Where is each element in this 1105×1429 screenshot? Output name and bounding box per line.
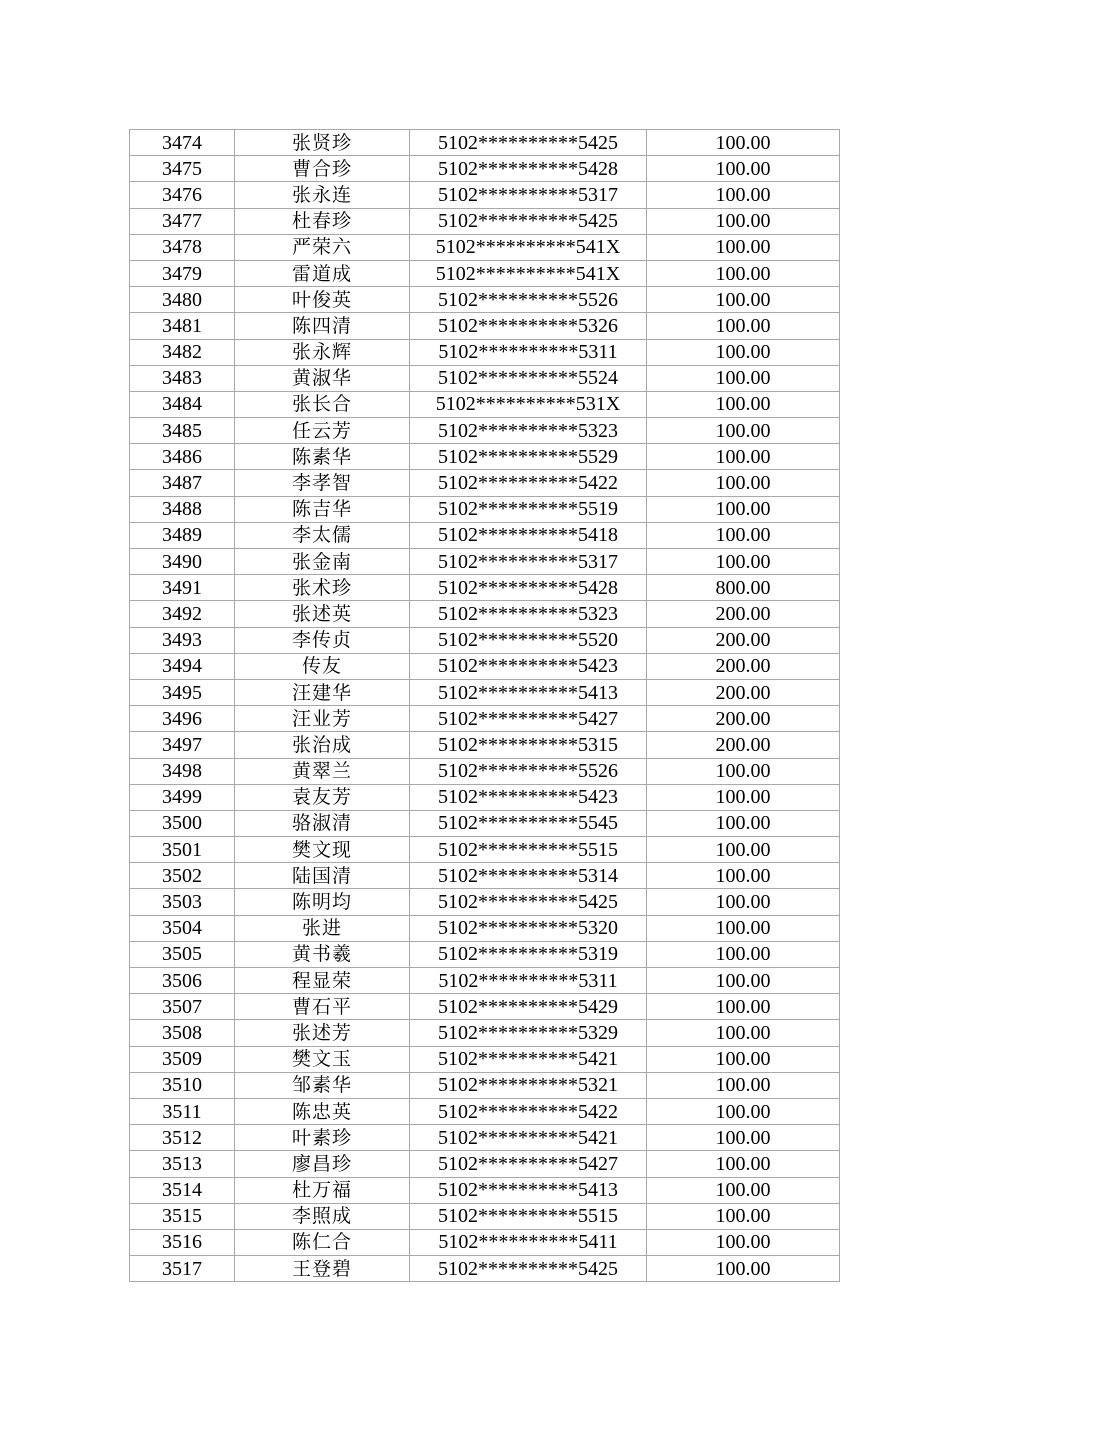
name-cell: 邹素华 xyxy=(235,1072,410,1098)
name-cell: 张永连 xyxy=(235,182,410,208)
amount-cell: 100.00 xyxy=(647,784,840,810)
name-cell: 李照成 xyxy=(235,1203,410,1229)
name-cell: 汪业芳 xyxy=(235,706,410,732)
amount-cell: 100.00 xyxy=(647,130,840,156)
table-row xyxy=(130,810,840,836)
amount-cell: 100.00 xyxy=(647,1046,840,1072)
table-row xyxy=(130,1256,840,1282)
name-cell: 曹石平 xyxy=(235,994,410,1020)
amount-cell: 100.00 xyxy=(647,810,840,836)
table-row xyxy=(130,208,840,234)
serial-number-cell: 3483 xyxy=(130,365,235,391)
id-number-cell: 5102**********5326 xyxy=(410,313,647,339)
name-cell: 陈仁合 xyxy=(235,1229,410,1255)
id-number-cell: 5102**********5320 xyxy=(410,915,647,941)
name-cell: 张贤珍 xyxy=(235,130,410,156)
amount-cell: 100.00 xyxy=(647,182,840,208)
table-row xyxy=(130,1098,840,1124)
table-row xyxy=(130,234,840,260)
table-row xyxy=(130,732,840,758)
table-row xyxy=(130,784,840,810)
id-number-cell: 5102**********5314 xyxy=(410,863,647,889)
amount-cell: 100.00 xyxy=(647,496,840,522)
id-number-cell: 5102**********5427 xyxy=(410,1151,647,1177)
amount-cell: 100.00 xyxy=(647,156,840,182)
amount-cell: 100.00 xyxy=(647,1177,840,1203)
name-cell: 陈吉华 xyxy=(235,496,410,522)
table-row xyxy=(130,863,840,889)
amount-cell: 100.00 xyxy=(647,234,840,260)
amount-cell: 100.00 xyxy=(647,470,840,496)
table-row xyxy=(130,182,840,208)
amount-cell: 200.00 xyxy=(647,653,840,679)
serial-number-cell: 3487 xyxy=(130,470,235,496)
serial-number-cell: 3482 xyxy=(130,339,235,365)
id-number-cell: 5102**********5519 xyxy=(410,496,647,522)
id-number-cell: 5102**********5317 xyxy=(410,182,647,208)
id-number-cell: 5102**********5545 xyxy=(410,810,647,836)
name-cell: 张进 xyxy=(235,915,410,941)
id-number-cell: 5102**********5315 xyxy=(410,732,647,758)
table-row xyxy=(130,1020,840,1046)
name-cell: 陈四清 xyxy=(235,313,410,339)
name-cell: 张长合 xyxy=(235,391,410,417)
id-number-cell: 5102**********5520 xyxy=(410,627,647,653)
serial-number-cell: 3499 xyxy=(130,784,235,810)
serial-number-cell: 3490 xyxy=(130,549,235,575)
name-cell: 廖昌珍 xyxy=(235,1151,410,1177)
name-cell: 骆淑清 xyxy=(235,810,410,836)
amount-cell: 100.00 xyxy=(647,339,840,365)
name-cell: 陆国清 xyxy=(235,863,410,889)
table-row xyxy=(130,418,840,444)
table-row xyxy=(130,1072,840,1098)
recipient-table-page xyxy=(129,129,839,1282)
table-row xyxy=(130,889,840,915)
name-cell: 杜春珍 xyxy=(235,208,410,234)
name-cell: 叶俊英 xyxy=(235,287,410,313)
amount-cell: 100.00 xyxy=(647,287,840,313)
amount-cell: 100.00 xyxy=(647,522,840,548)
serial-number-cell: 3496 xyxy=(130,706,235,732)
table-row xyxy=(130,287,840,313)
id-number-cell: 5102**********5413 xyxy=(410,1177,647,1203)
id-number-cell: 5102**********5422 xyxy=(410,1098,647,1124)
name-cell: 袁友芳 xyxy=(235,784,410,810)
name-cell: 张述芳 xyxy=(235,1020,410,1046)
name-cell: 陈明均 xyxy=(235,889,410,915)
serial-number-cell: 3484 xyxy=(130,391,235,417)
serial-number-cell: 3517 xyxy=(130,1256,235,1282)
id-number-cell: 5102**********5423 xyxy=(410,653,647,679)
amount-cell: 100.00 xyxy=(647,365,840,391)
serial-number-cell: 3512 xyxy=(130,1125,235,1151)
id-number-cell: 5102**********5317 xyxy=(410,549,647,575)
id-number-cell: 5102**********5529 xyxy=(410,444,647,470)
name-cell: 张永辉 xyxy=(235,339,410,365)
name-cell: 叶素珍 xyxy=(235,1125,410,1151)
id-number-cell: 5102**********541X xyxy=(410,234,647,260)
name-cell: 李太儒 xyxy=(235,522,410,548)
serial-number-cell: 3501 xyxy=(130,837,235,863)
amount-cell: 100.00 xyxy=(647,313,840,339)
table-row xyxy=(130,260,840,286)
amount-cell: 100.00 xyxy=(647,444,840,470)
id-number-cell: 5102**********531X xyxy=(410,391,647,417)
id-number-cell: 5102**********5427 xyxy=(410,706,647,732)
name-cell: 陈素华 xyxy=(235,444,410,470)
amount-cell: 100.00 xyxy=(647,889,840,915)
serial-number-cell: 3516 xyxy=(130,1229,235,1255)
id-number-cell: 5102**********5321 xyxy=(410,1072,647,1098)
table-row xyxy=(130,1125,840,1151)
serial-number-cell: 3514 xyxy=(130,1177,235,1203)
id-number-cell: 5102**********5329 xyxy=(410,1020,647,1046)
serial-number-cell: 3486 xyxy=(130,444,235,470)
name-cell: 黄淑华 xyxy=(235,365,410,391)
name-cell: 李传贞 xyxy=(235,627,410,653)
amount-cell: 100.00 xyxy=(647,915,840,941)
table-row xyxy=(130,313,840,339)
serial-number-cell: 3505 xyxy=(130,941,235,967)
id-number-cell: 5102**********5423 xyxy=(410,784,647,810)
id-number-cell: 5102**********5526 xyxy=(410,758,647,784)
amount-cell: 100.00 xyxy=(647,1072,840,1098)
serial-number-cell: 3510 xyxy=(130,1072,235,1098)
table-row xyxy=(130,968,840,994)
amount-cell: 100.00 xyxy=(647,1125,840,1151)
serial-number-cell: 3507 xyxy=(130,994,235,1020)
amount-cell: 100.00 xyxy=(647,1151,840,1177)
amount-cell: 100.00 xyxy=(647,941,840,967)
table-row xyxy=(130,365,840,391)
id-number-cell: 5102**********5526 xyxy=(410,287,647,313)
id-number-cell: 5102**********5411 xyxy=(410,1229,647,1255)
table-row xyxy=(130,1046,840,1072)
id-number-cell: 5102**********5421 xyxy=(410,1125,647,1151)
id-number-cell: 5102**********5524 xyxy=(410,365,647,391)
table-row xyxy=(130,444,840,470)
name-cell: 程显荣 xyxy=(235,968,410,994)
table-row xyxy=(130,1177,840,1203)
name-cell: 陈忠英 xyxy=(235,1098,410,1124)
table-row xyxy=(130,496,840,522)
table-row xyxy=(130,156,840,182)
table-row xyxy=(130,627,840,653)
amount-cell: 100.00 xyxy=(647,1256,840,1282)
amount-cell: 100.00 xyxy=(647,208,840,234)
amount-cell: 100.00 xyxy=(647,1229,840,1255)
table-row xyxy=(130,706,840,732)
name-cell: 张术珍 xyxy=(235,575,410,601)
name-cell: 任云芳 xyxy=(235,418,410,444)
amount-cell: 100.00 xyxy=(647,1203,840,1229)
amount-cell: 100.00 xyxy=(647,837,840,863)
amount-cell: 100.00 xyxy=(647,758,840,784)
id-number-cell: 5102**********5425 xyxy=(410,130,647,156)
id-number-cell: 5102**********5418 xyxy=(410,522,647,548)
amount-cell: 100.00 xyxy=(647,549,840,575)
table-row xyxy=(130,679,840,705)
id-number-cell: 5102**********5319 xyxy=(410,941,647,967)
id-number-cell: 5102**********5311 xyxy=(410,968,647,994)
serial-number-cell: 3506 xyxy=(130,968,235,994)
id-number-cell: 5102**********5428 xyxy=(410,575,647,601)
table-row xyxy=(130,1229,840,1255)
id-number-cell: 5102**********5323 xyxy=(410,601,647,627)
table-row xyxy=(130,601,840,627)
name-cell: 张述英 xyxy=(235,601,410,627)
amount-cell: 200.00 xyxy=(647,706,840,732)
serial-number-cell: 3503 xyxy=(130,889,235,915)
name-cell: 黄翠兰 xyxy=(235,758,410,784)
amount-cell: 100.00 xyxy=(647,1020,840,1046)
id-number-cell: 5102**********5421 xyxy=(410,1046,647,1072)
name-cell: 传友 xyxy=(235,653,410,679)
id-number-cell: 5102**********5428 xyxy=(410,156,647,182)
name-cell: 汪建华 xyxy=(235,679,410,705)
amount-cell: 100.00 xyxy=(647,391,840,417)
serial-number-cell: 3491 xyxy=(130,575,235,601)
serial-number-cell: 3488 xyxy=(130,496,235,522)
serial-number-cell: 3485 xyxy=(130,418,235,444)
id-number-cell: 5102**********5422 xyxy=(410,470,647,496)
id-number-cell: 5102**********5425 xyxy=(410,1256,647,1282)
table-row xyxy=(130,837,840,863)
id-number-cell: 5102**********5323 xyxy=(410,418,647,444)
id-number-cell: 5102**********5429 xyxy=(410,994,647,1020)
serial-number-cell: 3502 xyxy=(130,863,235,889)
amount-cell: 800.00 xyxy=(647,575,840,601)
table-row xyxy=(130,522,840,548)
table-row xyxy=(130,1203,840,1229)
amount-cell: 100.00 xyxy=(647,1098,840,1124)
table-row xyxy=(130,339,840,365)
name-cell: 樊文玉 xyxy=(235,1046,410,1072)
serial-number-cell: 3500 xyxy=(130,810,235,836)
serial-number-cell: 3474 xyxy=(130,130,235,156)
table-row xyxy=(130,470,840,496)
serial-number-cell: 3480 xyxy=(130,287,235,313)
amount-cell: 200.00 xyxy=(647,627,840,653)
id-number-cell: 5102**********5413 xyxy=(410,679,647,705)
table-row xyxy=(130,575,840,601)
table-row xyxy=(130,758,840,784)
name-cell: 曹合珍 xyxy=(235,156,410,182)
name-cell: 李孝智 xyxy=(235,470,410,496)
serial-number-cell: 3477 xyxy=(130,208,235,234)
name-cell: 樊文现 xyxy=(235,837,410,863)
name-cell: 张治成 xyxy=(235,732,410,758)
name-cell: 王登碧 xyxy=(235,1256,410,1282)
name-cell: 雷道成 xyxy=(235,260,410,286)
serial-number-cell: 3478 xyxy=(130,234,235,260)
serial-number-cell: 3493 xyxy=(130,627,235,653)
amount-cell: 100.00 xyxy=(647,994,840,1020)
id-number-cell: 5102**********5515 xyxy=(410,1203,647,1229)
amount-cell: 100.00 xyxy=(647,418,840,444)
serial-number-cell: 3504 xyxy=(130,915,235,941)
table-row xyxy=(130,549,840,575)
id-number-cell: 5102**********5425 xyxy=(410,208,647,234)
amount-cell: 100.00 xyxy=(647,260,840,286)
table-row xyxy=(130,994,840,1020)
name-cell: 严荣六 xyxy=(235,234,410,260)
recipient-table xyxy=(129,129,840,1282)
serial-number-cell: 3515 xyxy=(130,1203,235,1229)
serial-number-cell: 3481 xyxy=(130,313,235,339)
name-cell: 黄书羲 xyxy=(235,941,410,967)
serial-number-cell: 3513 xyxy=(130,1151,235,1177)
table-row xyxy=(130,391,840,417)
table-row xyxy=(130,915,840,941)
amount-cell: 200.00 xyxy=(647,732,840,758)
serial-number-cell: 3495 xyxy=(130,679,235,705)
serial-number-cell: 3509 xyxy=(130,1046,235,1072)
serial-number-cell: 3475 xyxy=(130,156,235,182)
serial-number-cell: 3492 xyxy=(130,601,235,627)
table-row xyxy=(130,1151,840,1177)
name-cell: 杜万福 xyxy=(235,1177,410,1203)
serial-number-cell: 3479 xyxy=(130,260,235,286)
table-body xyxy=(130,130,840,1282)
table-row xyxy=(130,941,840,967)
table-row xyxy=(130,653,840,679)
table-row xyxy=(130,130,840,156)
id-number-cell: 5102**********5515 xyxy=(410,837,647,863)
serial-number-cell: 3489 xyxy=(130,522,235,548)
id-number-cell: 5102**********5425 xyxy=(410,889,647,915)
serial-number-cell: 3497 xyxy=(130,732,235,758)
amount-cell: 100.00 xyxy=(647,863,840,889)
name-cell: 张金南 xyxy=(235,549,410,575)
amount-cell: 200.00 xyxy=(647,601,840,627)
serial-number-cell: 3511 xyxy=(130,1098,235,1124)
id-number-cell: 5102**********5311 xyxy=(410,339,647,365)
id-number-cell: 5102**********541X xyxy=(410,260,647,286)
serial-number-cell: 3498 xyxy=(130,758,235,784)
amount-cell: 100.00 xyxy=(647,968,840,994)
serial-number-cell: 3494 xyxy=(130,653,235,679)
amount-cell: 200.00 xyxy=(647,679,840,705)
serial-number-cell: 3476 xyxy=(130,182,235,208)
serial-number-cell: 3508 xyxy=(130,1020,235,1046)
